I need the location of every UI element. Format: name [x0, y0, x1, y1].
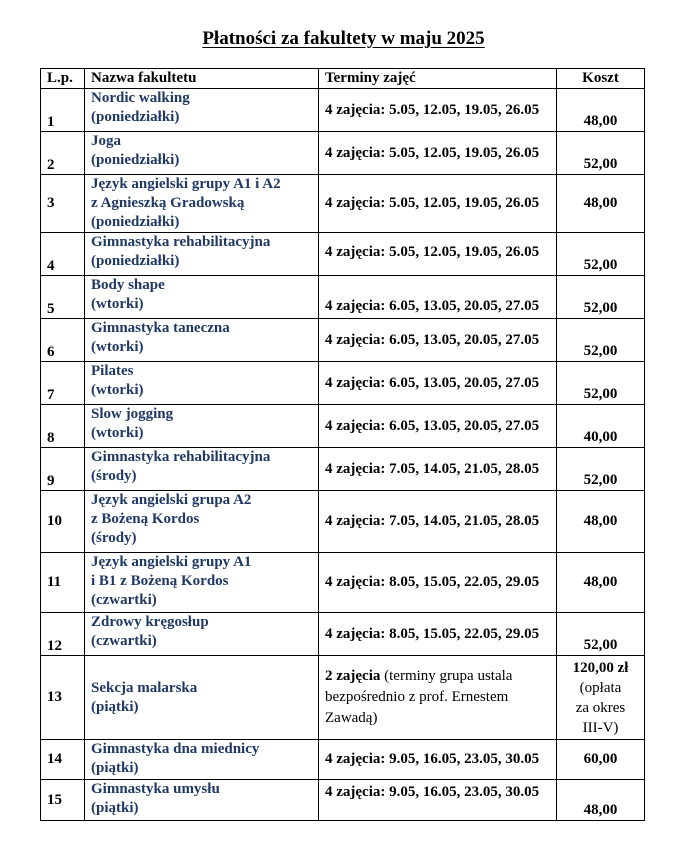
table-row	[41, 362, 645, 405]
row-number: 4	[41, 233, 85, 276]
row-dates: 4 zajęcia: 9.05, 16.05, 23.05, 30.05	[319, 780, 557, 821]
row-number: 3	[41, 175, 85, 233]
row-name: Gimnastyka rehabilitacyjna (poniedziałki)	[85, 233, 319, 276]
table-row	[41, 175, 645, 233]
table-row	[41, 233, 645, 276]
table-row	[41, 656, 645, 740]
table-row	[41, 448, 645, 491]
table-row	[41, 491, 645, 553]
row-number: 1	[41, 89, 85, 132]
row-dates: 4 zajęcia: 8.05, 15.05, 22.05, 29.05	[319, 613, 557, 656]
row-dates: 4 zajęcia: 5.05, 12.05, 19.05, 26.05	[319, 132, 557, 175]
row-number: 12	[41, 613, 85, 656]
row-number: 9	[41, 448, 85, 491]
row-cost: 52,00	[557, 132, 645, 175]
row-dates-note: (terminy grupa ustala bezpośrednio z prof. Ernestem Zawadą)	[325, 668, 513, 726]
table-row	[41, 132, 645, 175]
table-row	[41, 276, 645, 319]
row-name: Sekcja malarska (piątki)	[85, 656, 319, 740]
row-number: 11	[41, 553, 85, 613]
row-number: 7	[41, 362, 85, 405]
row-name: Gimnastyka dna miednicy (piątki)	[85, 740, 319, 780]
row-dates: 4 zajęcia: 6.05, 13.05, 20.05, 27.05	[319, 276, 557, 319]
table-row	[41, 613, 645, 656]
row-name: Język angielski grupy A1 i A2 z Agnieszką Gradowską (poniedziałki)	[85, 175, 319, 233]
table-row	[41, 319, 645, 362]
row-name: Zdrowy kręgosłup (czwartki)	[85, 613, 319, 656]
row-cost: 48,00	[557, 553, 645, 613]
row-number: 8	[41, 405, 85, 448]
row-dates-count: 2 zajęcia	[325, 668, 381, 684]
table-row	[41, 780, 645, 821]
table-header-row	[41, 69, 645, 89]
header-no: L.p.	[41, 69, 85, 89]
row-dates: 4 zajęcia: 9.05, 16.05, 23.05, 30.05	[319, 740, 557, 780]
page-title: Płatności za fakultety w maju 2025	[202, 28, 485, 49]
row-dates: 4 zajęcia: 5.05, 12.05, 19.05, 26.05	[319, 89, 557, 132]
row-cost: 52,00	[557, 233, 645, 276]
row-name: Nordic walking (poniedziałki)	[85, 89, 319, 132]
row-number: 14	[41, 740, 85, 780]
row-dates	[319, 656, 557, 740]
row-dates: 4 zajęcia: 8.05, 15.05, 22.05, 29.05	[319, 553, 557, 613]
row-dates: 4 zajęcia: 7.05, 14.05, 21.05, 28.05	[319, 448, 557, 491]
table-row	[41, 740, 645, 780]
row-number: 13	[41, 656, 85, 740]
row-cost: 52,00	[557, 613, 645, 656]
row-name: Gimnastyka umysłu (piątki)	[85, 780, 319, 821]
row-cost: 52,00	[557, 319, 645, 362]
row-cost: 48,00	[557, 175, 645, 233]
row-name: Joga (poniedziałki)	[85, 132, 319, 175]
row-name: Slow jogging (wtorki)	[85, 405, 319, 448]
row-cost: 52,00	[557, 362, 645, 405]
row-name: Body shape (wtorki)	[85, 276, 319, 319]
row-cost: 120,00 zł (opłata za okres III-V)	[557, 656, 645, 740]
row-name: Język angielski grupa A2 z Bożeną Kordos (środy)	[85, 491, 319, 553]
row-cost: 60,00	[557, 740, 645, 780]
row-dates: 4 zajęcia: 5.05, 12.05, 19.05, 26.05	[319, 175, 557, 233]
row-dates: 4 zajęcia: 6.05, 13.05, 20.05, 27.05	[319, 405, 557, 448]
table-row	[41, 553, 645, 613]
row-cost: 48,00	[557, 780, 645, 821]
row-dates: 4 zajęcia: 7.05, 14.05, 21.05, 28.05	[319, 491, 557, 553]
row-number: 2	[41, 132, 85, 175]
header-dates: Terminy zajęć	[319, 69, 557, 89]
row-cost: 52,00	[557, 276, 645, 319]
table-row	[41, 405, 645, 448]
row-cost: 48,00	[557, 491, 645, 553]
row-dates: 4 zajęcia: 6.05, 13.05, 20.05, 27.05	[319, 362, 557, 405]
payments-table	[40, 68, 645, 821]
row-number: 10	[41, 491, 85, 553]
row-number: 5	[41, 276, 85, 319]
table-row	[41, 89, 645, 132]
row-dates: 4 zajęcia: 5.05, 12.05, 19.05, 26.05	[319, 233, 557, 276]
header-cost: Koszt	[557, 69, 645, 89]
row-name: Język angielski grupy A1 i B1 z Bożeną Kordos (czwartki)	[85, 553, 319, 613]
row-name: Gimnastyka taneczna (wtorki)	[85, 319, 319, 362]
row-cost: 40,00	[557, 405, 645, 448]
row-dates: 4 zajęcia: 6.05, 13.05, 20.05, 27.05	[319, 319, 557, 362]
header-name: Nazwa fakultetu	[85, 69, 319, 89]
row-name: Pilates (wtorki)	[85, 362, 319, 405]
row-cost: 48,00	[557, 89, 645, 132]
row-number: 15	[41, 780, 85, 821]
row-name: Gimnastyka rehabilitacyjna (środy)	[85, 448, 319, 491]
row-cost-amount: 120,00 zł	[572, 660, 629, 676]
row-cost: 52,00	[557, 448, 645, 491]
row-number: 6	[41, 319, 85, 362]
